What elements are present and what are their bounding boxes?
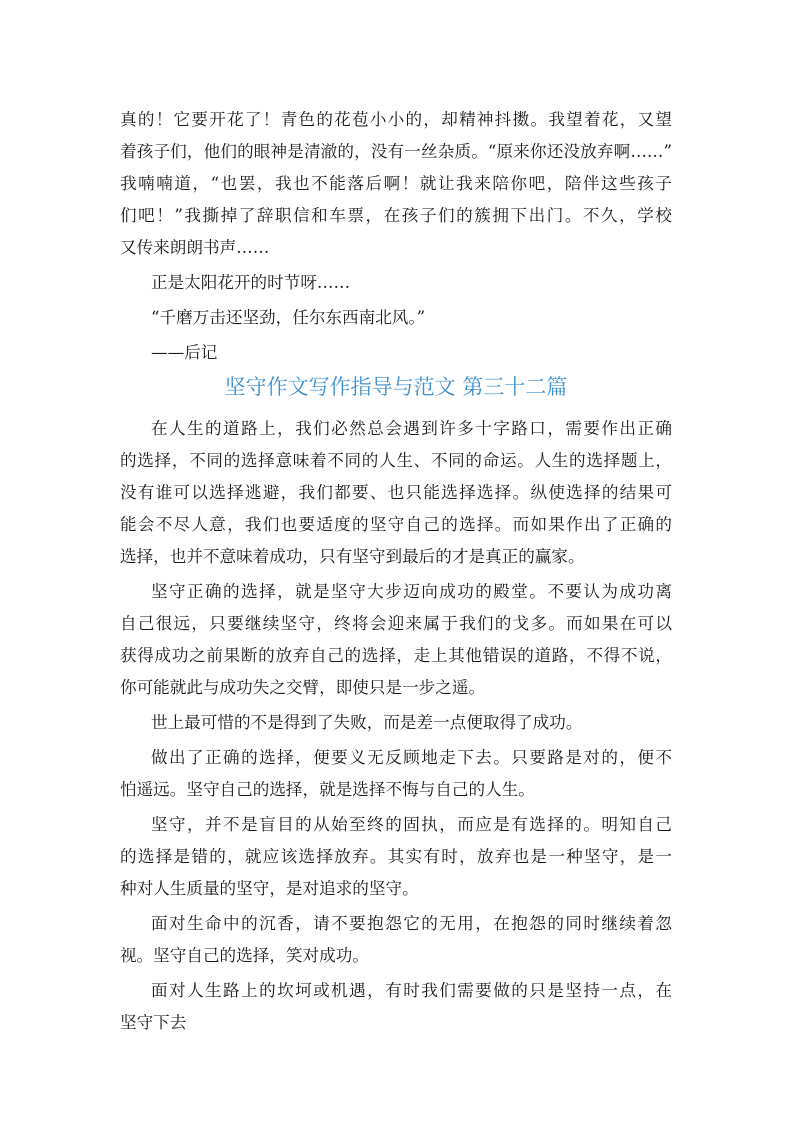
text-line: 着孩子们，他们的眼神是清澈的，没有一丝杂质。“原来你还没放弃啊……” bbox=[120, 142, 672, 161]
text-line: 能会不尽人意，我们也要适度的坚守自己的选择。而如果作出了正确的 bbox=[120, 515, 672, 534]
text-line: 坚守下去 bbox=[120, 1013, 187, 1032]
text-line: “千磨万击还坚劲，任尔东西南北风。” bbox=[151, 308, 426, 327]
text-line: 正是太阳花开的时节呀…… bbox=[151, 273, 351, 292]
text-line: 自己很远，只要继续坚守，终将会迎来属于我们的戈多。而如果在可以 bbox=[120, 614, 672, 633]
text-line: 怕遥远。坚守自己的选择，就是选择不悔与自己的人生。 bbox=[120, 780, 535, 799]
text-line: 获得成功之前果断的放弃自己的选择，走上其他错误的道路，不得不说， bbox=[120, 646, 672, 665]
text-line: 选择，也并不意味着成功，只有坚守到最后的才是真正的赢家。 bbox=[120, 547, 585, 566]
document-page bbox=[120, 104, 672, 1042]
section-heading: 坚守作文写作指导与范文 第三十二篇 bbox=[224, 375, 568, 399]
text-line: ——后记 bbox=[151, 343, 218, 362]
sun-flower-paragraph bbox=[120, 267, 672, 299]
text-line: 面对人生路上的坎坷或机遇，有时我们需要做的只是坚持一点，在 bbox=[151, 981, 672, 1000]
text-line: 种对人生质量的坚守，是对追求的坚守。 bbox=[120, 879, 419, 898]
text-line: 你可能就此与成功失之交臂，即使只是一步之遥。 bbox=[120, 678, 486, 697]
text-line: 的选择，不同的选择意味着不同的人生、不同的命运。人生的选择题上， bbox=[120, 451, 672, 470]
text-line: 做出了正确的选择，便要义无反顾地走下去。只要路是对的，便不 bbox=[151, 748, 672, 767]
text-line: 世上最可惜的不是得到了失败，而是差一点便取得了成功。 bbox=[151, 713, 583, 732]
text-line: 们吧！”我撕掉了辞职信和车票，在孩子们的簇拥下出门。不久，学校 bbox=[120, 206, 672, 225]
paragraph-7 bbox=[120, 975, 672, 1039]
story-ending-paragraph bbox=[120, 104, 672, 264]
text-line: 的选择是错的，就应该选择放弃。其实有时，放弃也是一种坚守，是一 bbox=[120, 847, 672, 866]
paragraph-3 bbox=[120, 707, 672, 739]
paragraph-2 bbox=[120, 576, 672, 704]
text-line: 视。坚守自己的选择，笑对成功。 bbox=[120, 946, 369, 965]
text-line: 在人生的道路上，我们必然总会遇到许多十字路口，需要作出正确 bbox=[151, 419, 672, 438]
text-line: 真的！它要开花了！青色的花苞小小的，却精神抖擞。我望着花，又望 bbox=[120, 110, 672, 129]
text-line: 坚守正确的选择，就是坚守大步迈向成功的殿堂。不要认为成功离 bbox=[151, 582, 672, 601]
text-line: 没有谁可以选择逃避，我们都要、也只能选择选择。纵使选择的结果可 bbox=[120, 483, 672, 502]
paragraph-5 bbox=[120, 809, 672, 905]
paragraph-1 bbox=[120, 413, 672, 573]
text-line: 我喃喃道，“也罢，我也不能落后啊！就让我来陪你吧，陪伴这些孩子 bbox=[120, 174, 672, 193]
text-line: 又传来朗朗书声…… bbox=[120, 238, 270, 257]
text-line: 坚守，并不是盲目的从始至终的固执，而应是有选择的。明知自己 bbox=[151, 815, 672, 834]
text-line: 面对生命中的沉香，请不要抱怨它的无用，在抱怨的同时继续着忽 bbox=[151, 914, 672, 933]
poem-quote-paragraph bbox=[120, 302, 672, 334]
paragraph-6 bbox=[120, 908, 672, 972]
postscript-paragraph bbox=[120, 337, 672, 369]
paragraph-4 bbox=[120, 742, 672, 806]
